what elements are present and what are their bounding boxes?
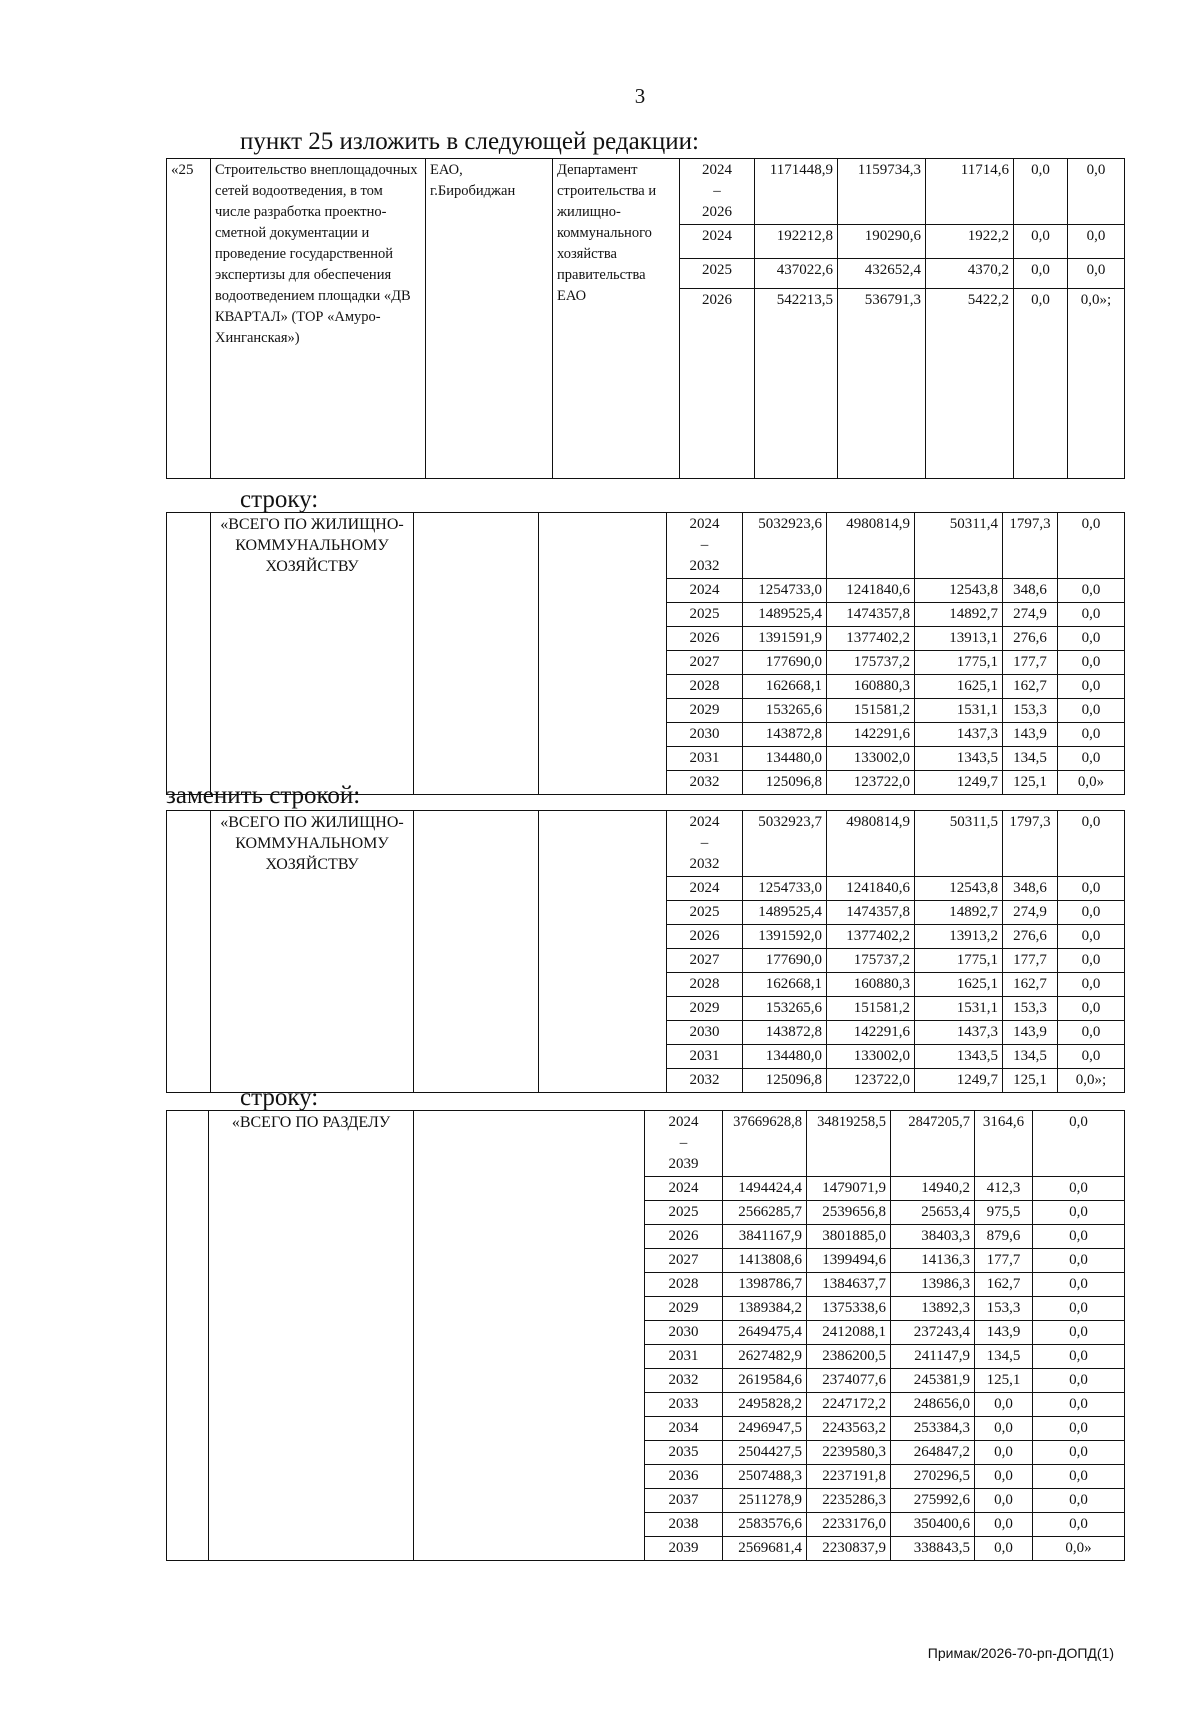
year-cell: 2024 <box>680 225 755 259</box>
value-cell: 151581,2 <box>827 997 915 1021</box>
value-cell: 0,0 <box>1033 1441 1125 1465</box>
value-cell: 162668,1 <box>743 675 827 699</box>
value-cell: 348,6 <box>1003 877 1058 901</box>
total-value: 5032923,6 <box>743 513 827 579</box>
value-cell: 1377402,2 <box>827 627 915 651</box>
value-cell: 1494424,4 <box>723 1177 807 1201</box>
value-cell: 0,0 <box>975 1417 1033 1441</box>
year-cell: 2024 <box>667 877 743 901</box>
year-cell: 2030 <box>667 723 743 747</box>
value-cell: 2619584,6 <box>723 1369 807 1393</box>
section-total-table <box>166 1110 1125 1561</box>
period-dash: – <box>700 835 709 851</box>
value-cell: 125,1 <box>1003 771 1058 795</box>
year-cell: 2027 <box>667 949 743 973</box>
value-cell: 2386200,5 <box>807 1345 891 1369</box>
value-cell: 1343,5 <box>915 1045 1003 1069</box>
year-cell: 2025 <box>667 603 743 627</box>
item-executor: Департамент строительства и жилищно-коммунального хозяйства правительства ЕАО <box>553 159 680 479</box>
year-cell: 2024 <box>667 579 743 603</box>
value-cell: 25653,4 <box>891 1201 975 1225</box>
value-cell: 134,5 <box>975 1345 1033 1369</box>
total-value: 4980814,9 <box>827 811 915 877</box>
value-cell: 245381,9 <box>891 1369 975 1393</box>
total-value: 34819258,5 <box>807 1111 891 1177</box>
total-value: 4980814,9 <box>827 513 915 579</box>
value-cell: 0,0 <box>1058 949 1125 973</box>
value-cell: 2237191,8 <box>807 1465 891 1489</box>
year-cell: 2032 <box>667 1069 743 1093</box>
value-cell: 0,0 <box>975 1441 1033 1465</box>
value-cell: 0,0 <box>1033 1273 1125 1297</box>
total-value: 1159734,3 <box>838 159 926 225</box>
year-cell: 2034 <box>645 1417 723 1441</box>
value-cell: 1375338,6 <box>807 1297 891 1321</box>
value-cell: 162,7 <box>975 1273 1033 1297</box>
blank-cell <box>414 811 539 1093</box>
value-cell: 0,0 <box>975 1537 1033 1561</box>
value-cell: 177,7 <box>1003 651 1058 675</box>
item-25-table <box>166 158 1125 479</box>
blank-cell <box>414 1111 645 1561</box>
value-cell: 0,0 <box>1033 1369 1125 1393</box>
value-cell: 1254733,0 <box>743 877 827 901</box>
value-cell: 123722,0 <box>827 771 915 795</box>
value-cell: 879,6 <box>975 1225 1033 1249</box>
year-cell: 2027 <box>667 651 743 675</box>
total-value: 0,0 <box>1033 1111 1125 1177</box>
blank-cell <box>167 811 211 1093</box>
year-cell: 2026 <box>667 925 743 949</box>
value-cell: 13913,2 <box>915 925 1003 949</box>
value-cell: 142291,6 <box>827 1021 915 1045</box>
value-cell: 0,0 <box>1058 699 1125 723</box>
value-cell: 134480,0 <box>743 747 827 771</box>
value-cell: 0,0 <box>1033 1249 1125 1273</box>
value-cell: 143872,8 <box>743 1021 827 1045</box>
value-cell: 143872,8 <box>743 723 827 747</box>
value-cell: 2239580,3 <box>807 1441 891 1465</box>
value-cell: 0,0 <box>1058 1045 1125 1069</box>
value-cell: 12543,8 <box>915 579 1003 603</box>
value-cell: 1479071,9 <box>807 1177 891 1201</box>
value-cell: 241147,9 <box>891 1345 975 1369</box>
value-cell: 2235286,3 <box>807 1489 891 1513</box>
period-start: 2024 <box>689 516 720 532</box>
heading-line-replace: строку: <box>240 486 319 513</box>
housing-new-table <box>166 810 1125 1093</box>
year-cell: 2037 <box>645 1489 723 1513</box>
year-cell: 2024 <box>645 1177 723 1201</box>
value-cell: 1775,1 <box>915 651 1003 675</box>
value-cell: 248656,0 <box>891 1393 975 1417</box>
value-cell: 1391591,9 <box>743 627 827 651</box>
value-cell: 2496947,5 <box>723 1417 807 1441</box>
heading-item-25: пункт 25 изложить в следующей редакции: <box>240 128 699 155</box>
total-value: 37669628,8 <box>723 1111 807 1177</box>
value-cell: 1531,1 <box>915 997 1003 1021</box>
value-cell: 162,7 <box>1003 973 1058 997</box>
value-cell: 2504427,5 <box>723 1441 807 1465</box>
value-cell: 1413808,6 <box>723 1249 807 1273</box>
value-cell: 125,1 <box>975 1369 1033 1393</box>
value-cell: 125,1 <box>1003 1069 1058 1093</box>
period-start: 2024 <box>689 814 720 830</box>
document-reference: Примак/2026-70-рп-ДОПД(1) <box>927 1645 1114 1661</box>
period-cell <box>667 513 743 579</box>
total-value: 50311,4 <box>915 513 1003 579</box>
value-cell: 0,0 <box>1058 651 1125 675</box>
value-cell: 0,0» <box>1058 771 1125 795</box>
value-cell: 0,0 <box>1058 973 1125 997</box>
value-cell: 0,0 <box>1058 1021 1125 1045</box>
value-cell: 1474357,8 <box>827 603 915 627</box>
value-cell: 0,0 <box>1058 603 1125 627</box>
value-cell: 134,5 <box>1003 1045 1058 1069</box>
value-cell: 162668,1 <box>743 973 827 997</box>
period-dash: – <box>700 537 709 553</box>
value-cell: 1775,1 <box>915 949 1003 973</box>
value-cell: 264847,2 <box>891 1441 975 1465</box>
value-cell: 0,0 <box>1058 925 1125 949</box>
value-cell: 1922,2 <box>926 225 1014 259</box>
value-cell: 153,3 <box>1003 699 1058 723</box>
total-value: 0,0 <box>1014 159 1068 225</box>
year-cell: 2027 <box>645 1249 723 1273</box>
value-cell: 0,0 <box>1058 901 1125 925</box>
value-cell: 160880,3 <box>827 973 915 997</box>
year-cell: 2033 <box>645 1393 723 1417</box>
value-cell: 2511278,9 <box>723 1489 807 1513</box>
value-cell: 0,0 <box>1058 747 1125 771</box>
value-cell: 153265,6 <box>743 699 827 723</box>
value-cell: 14892,7 <box>915 603 1003 627</box>
total-value: 1171448,9 <box>755 159 838 225</box>
total-value: 50311,5 <box>915 811 1003 877</box>
value-cell: 2649475,4 <box>723 1321 807 1345</box>
year-cell: 2028 <box>667 675 743 699</box>
total-value: 2847205,7 <box>891 1111 975 1177</box>
value-cell: 0,0 <box>1014 289 1068 479</box>
value-cell: 1241840,6 <box>827 877 915 901</box>
value-cell: 1249,7 <box>915 771 1003 795</box>
value-cell: 133002,0 <box>827 1045 915 1069</box>
value-cell: 143,9 <box>1003 1021 1058 1045</box>
value-cell: 0,0 <box>975 1513 1033 1537</box>
year-cell: 2036 <box>645 1465 723 1489</box>
value-cell: 177690,0 <box>743 949 827 973</box>
value-cell: 1437,3 <box>915 723 1003 747</box>
item-name: Строительство внеплощадочных сетей водоотведения, в том числе разработка проектно-сметной документации и проведение государственной экспертизы для обеспечения водоотведением площадки «ДВ КВАРТАЛ» (ТОР «Амуро-Хинганская») <box>211 159 426 479</box>
value-cell: 1398786,7 <box>723 1273 807 1297</box>
value-cell: 0,0»; <box>1068 289 1125 479</box>
value-cell: 2507488,3 <box>723 1465 807 1489</box>
value-cell: 1377402,2 <box>827 925 915 949</box>
year-cell: 2029 <box>667 699 743 723</box>
value-cell: 1474357,8 <box>827 901 915 925</box>
value-cell: 0,0 <box>1033 1393 1125 1417</box>
value-cell: 151581,2 <box>827 699 915 723</box>
value-cell: 0,0 <box>1033 1225 1125 1249</box>
year-cell: 2031 <box>645 1345 723 1369</box>
value-cell: 1389384,2 <box>723 1297 807 1321</box>
value-cell: 0,0 <box>1058 723 1125 747</box>
value-cell: 160880,3 <box>827 675 915 699</box>
value-cell: 0,0 <box>1068 225 1125 259</box>
blank-cell <box>167 513 211 795</box>
value-cell: 14940,2 <box>891 1177 975 1201</box>
year-cell: 2031 <box>667 747 743 771</box>
year-cell: 2039 <box>645 1537 723 1561</box>
year-cell: 2032 <box>667 771 743 795</box>
year-cell: 2025 <box>667 901 743 925</box>
value-cell: 12543,8 <box>915 877 1003 901</box>
value-cell: 153,3 <box>975 1297 1033 1321</box>
value-cell: 1384637,7 <box>807 1273 891 1297</box>
year-cell: 2038 <box>645 1513 723 1537</box>
year-cell: 2030 <box>645 1321 723 1345</box>
value-cell: 0,0 <box>975 1465 1033 1489</box>
value-cell: 0,0» <box>1033 1537 1125 1561</box>
value-cell: 0,0 <box>1033 1177 1125 1201</box>
value-cell: 177,7 <box>975 1249 1033 1273</box>
value-cell: 175737,2 <box>827 651 915 675</box>
value-cell: 153265,6 <box>743 997 827 1021</box>
value-cell: 412,3 <box>975 1177 1033 1201</box>
period-cell <box>645 1111 723 1177</box>
value-cell: 0,0 <box>1058 675 1125 699</box>
value-cell: 0,0 <box>1033 1417 1125 1441</box>
value-cell: 437022,6 <box>755 259 838 289</box>
value-cell: 192212,8 <box>755 225 838 259</box>
value-cell: 0,0 <box>975 1393 1033 1417</box>
value-cell: 1625,1 <box>915 973 1003 997</box>
value-cell: 1489525,4 <box>743 603 827 627</box>
value-cell: 3801885,0 <box>807 1225 891 1249</box>
value-cell: 0,0 <box>1033 1201 1125 1225</box>
item-location: ЕАО, г.Биробиджан <box>426 159 553 479</box>
value-cell: 1254733,0 <box>743 579 827 603</box>
value-cell: 13986,3 <box>891 1273 975 1297</box>
value-cell: 2374077,6 <box>807 1369 891 1393</box>
value-cell: 4370,2 <box>926 259 1014 289</box>
blank-cell <box>414 513 539 795</box>
year-cell: 2031 <box>667 1045 743 1069</box>
value-cell: 0,0 <box>1058 877 1125 901</box>
value-cell: 2539656,8 <box>807 1201 891 1225</box>
value-cell: 177,7 <box>1003 949 1058 973</box>
value-cell: 5422,2 <box>926 289 1014 479</box>
value-cell: 13913,1 <box>915 627 1003 651</box>
value-cell: 143,9 <box>1003 723 1058 747</box>
value-cell: 1625,1 <box>915 675 1003 699</box>
year-cell: 2035 <box>645 1441 723 1465</box>
value-cell: 275992,6 <box>891 1489 975 1513</box>
blank-cell <box>539 811 667 1093</box>
value-cell: 270296,5 <box>891 1465 975 1489</box>
value-cell: 38403,3 <box>891 1225 975 1249</box>
value-cell: 190290,6 <box>838 225 926 259</box>
value-cell: 0,0 <box>975 1489 1033 1513</box>
value-cell: 2583576,6 <box>723 1513 807 1537</box>
heading-replace-with: заменить строкой: <box>166 782 361 809</box>
value-cell: 2495828,2 <box>723 1393 807 1417</box>
value-cell: 975,5 <box>975 1201 1033 1225</box>
period-dash: – <box>679 1135 688 1151</box>
value-cell: 1343,5 <box>915 747 1003 771</box>
period-end: 2039 <box>668 1156 699 1172</box>
blank-cell <box>167 1111 209 1561</box>
value-cell: 1249,7 <box>915 1069 1003 1093</box>
value-cell: 432652,4 <box>838 259 926 289</box>
row-label: «ВСЕГО ПО ЖИЛИЩНО-КОММУНАЛЬНОМУ ХОЗЯЙСТВУ <box>211 513 414 795</box>
value-cell: 0,0 <box>1033 1321 1125 1345</box>
year-cell: 2030 <box>667 1021 743 1045</box>
value-cell: 2233176,0 <box>807 1513 891 1537</box>
total-value: 1797,3 <box>1003 811 1058 877</box>
total-value: 1797,3 <box>1003 513 1058 579</box>
year-cell: 2032 <box>645 1369 723 1393</box>
year-cell: 2028 <box>667 973 743 997</box>
value-cell: 2247172,2 <box>807 1393 891 1417</box>
value-cell: 0,0 <box>1033 1465 1125 1489</box>
period-dash: – <box>713 183 721 199</box>
value-cell: 1531,1 <box>915 699 1003 723</box>
total-value: 0,0 <box>1058 811 1125 877</box>
value-cell: 0,0 <box>1033 1489 1125 1513</box>
period-start: 2024 <box>668 1114 699 1130</box>
value-cell: 125096,8 <box>743 771 827 795</box>
value-cell: 14892,7 <box>915 901 1003 925</box>
row-label: «ВСЕГО ПО ЖИЛИЩНО-КОММУНАЛЬНОМУ ХОЗЯЙСТВУ <box>211 811 414 1093</box>
item-number: «25 <box>167 159 211 479</box>
value-cell: 338843,5 <box>891 1537 975 1561</box>
period-start: 2024 <box>702 162 732 178</box>
value-cell: 253384,3 <box>891 1417 975 1441</box>
total-value: 11714,6 <box>926 159 1014 225</box>
value-cell: 0,0 <box>1068 259 1125 289</box>
value-cell: 276,6 <box>1003 627 1058 651</box>
value-cell: 134,5 <box>1003 747 1058 771</box>
value-cell: 1437,3 <box>915 1021 1003 1045</box>
value-cell: 1399494,6 <box>807 1249 891 1273</box>
value-cell: 143,9 <box>975 1321 1033 1345</box>
period-end: 2026 <box>702 204 732 220</box>
value-cell: 153,3 <box>1003 997 1058 1021</box>
value-cell: 274,9 <box>1003 901 1058 925</box>
housing-old-table <box>166 512 1125 795</box>
page-number: 3 <box>634 84 646 108</box>
value-cell: 274,9 <box>1003 603 1058 627</box>
blank-cell <box>539 513 667 795</box>
value-cell: 2627482,9 <box>723 1345 807 1369</box>
period-end: 2032 <box>689 558 720 574</box>
value-cell: 0,0 <box>1058 579 1125 603</box>
year-cell: 2028 <box>645 1273 723 1297</box>
value-cell: 350400,6 <box>891 1513 975 1537</box>
value-cell: 3841167,9 <box>723 1225 807 1249</box>
value-cell: 0,0 <box>1033 1513 1125 1537</box>
total-value: 0,0 <box>1058 513 1125 579</box>
value-cell: 348,6 <box>1003 579 1058 603</box>
year-cell: 2026 <box>680 289 755 479</box>
value-cell: 0,0 <box>1014 259 1068 289</box>
value-cell: 133002,0 <box>827 747 915 771</box>
value-cell: 1391592,0 <box>743 925 827 949</box>
value-cell: 1489525,4 <box>743 901 827 925</box>
value-cell: 0,0 <box>1058 627 1125 651</box>
year-cell: 2026 <box>645 1225 723 1249</box>
period-cell <box>680 159 755 225</box>
value-cell: 2243563,2 <box>807 1417 891 1441</box>
value-cell: 175737,2 <box>827 949 915 973</box>
heading-line-replace-2: строку: <box>240 1084 319 1111</box>
year-cell: 2025 <box>645 1201 723 1225</box>
value-cell: 0,0 <box>1058 997 1125 1021</box>
value-cell: 0,0 <box>1033 1345 1125 1369</box>
value-cell: 125096,8 <box>743 1069 827 1093</box>
total-value: 5032923,7 <box>743 811 827 877</box>
period-cell <box>667 811 743 877</box>
value-cell: 134480,0 <box>743 1045 827 1069</box>
value-cell: 536791,3 <box>838 289 926 479</box>
value-cell: 0,0 <box>1033 1297 1125 1321</box>
value-cell: 276,6 <box>1003 925 1058 949</box>
value-cell: 0,0»; <box>1058 1069 1125 1093</box>
value-cell: 14136,3 <box>891 1249 975 1273</box>
year-cell: 2029 <box>645 1297 723 1321</box>
value-cell: 123722,0 <box>827 1069 915 1093</box>
value-cell: 162,7 <box>1003 675 1058 699</box>
year-cell: 2029 <box>667 997 743 1021</box>
value-cell: 13892,3 <box>891 1297 975 1321</box>
value-cell: 237243,4 <box>891 1321 975 1345</box>
value-cell: 142291,6 <box>827 723 915 747</box>
year-cell: 2026 <box>667 627 743 651</box>
year-cell: 2025 <box>680 259 755 289</box>
total-value: 3164,6 <box>975 1111 1033 1177</box>
value-cell: 177690,0 <box>743 651 827 675</box>
row-label: «ВСЕГО ПО РАЗДЕЛУ <box>209 1111 414 1561</box>
value-cell: 2569681,4 <box>723 1537 807 1561</box>
value-cell: 1241840,6 <box>827 579 915 603</box>
period-end: 2032 <box>689 856 720 872</box>
value-cell: 0,0 <box>1014 225 1068 259</box>
value-cell: 2566285,7 <box>723 1201 807 1225</box>
value-cell: 542213,5 <box>755 289 838 479</box>
value-cell: 2230837,9 <box>807 1537 891 1561</box>
total-value: 0,0 <box>1068 159 1125 225</box>
value-cell: 2412088,1 <box>807 1321 891 1345</box>
